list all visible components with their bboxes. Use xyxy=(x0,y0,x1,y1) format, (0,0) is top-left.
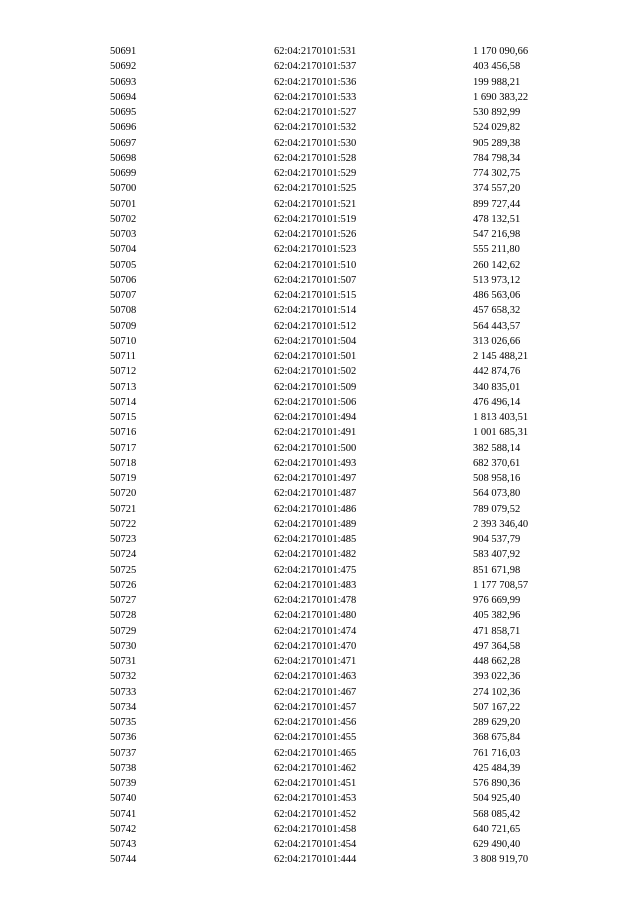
cadastral-value: 403 456,58 xyxy=(473,61,521,73)
row-number: 50737 xyxy=(110,747,137,759)
row-number: 50702 xyxy=(110,213,137,225)
table-row xyxy=(0,197,640,212)
row-number: 50691 xyxy=(110,46,137,57)
cadastral-number: 62:04:2170101:470 xyxy=(274,640,357,652)
cadastral-number: 62:04:2170101:465 xyxy=(274,747,357,759)
table-row xyxy=(0,578,640,593)
row-number: 50743 xyxy=(110,839,137,850)
cadastral-value: 425 484,39 xyxy=(473,762,521,774)
cadastral-number: 62:04:2170101:536 xyxy=(274,76,357,88)
cadastral-number: 62:04:2170101:451 xyxy=(274,778,357,789)
cadastral-value: 289 629,20 xyxy=(473,717,521,728)
cadastral-value: 530 892,99 xyxy=(473,107,521,118)
cadastral-number: 62:04:2170101:500 xyxy=(274,442,357,454)
table-row xyxy=(0,242,640,257)
cadastral-value: 1 813 403,51 xyxy=(473,412,529,423)
cadastral-number: 62:04:2170101:474 xyxy=(274,625,357,637)
cadastral-value: 274 102,36 xyxy=(473,686,521,698)
table-row xyxy=(0,227,640,242)
cadastral-value: 761 716,03 xyxy=(473,747,521,759)
cadastral-value: 629 490,40 xyxy=(473,839,521,850)
cadastral-value: 260 142,62 xyxy=(473,259,521,271)
table-row xyxy=(0,715,640,730)
row-number: 50693 xyxy=(110,76,137,88)
cadastral-number: 62:04:2170101:467 xyxy=(274,686,357,698)
cadastral-number: 62:04:2170101:519 xyxy=(274,213,357,225)
cadastral-number: 62:04:2170101:454 xyxy=(274,839,357,850)
cadastral-value: 576 890,36 xyxy=(473,778,521,789)
cadastral-number: 62:04:2170101:482 xyxy=(274,549,357,561)
cadastral-number: 62:04:2170101:458 xyxy=(274,823,357,835)
cadastral-value: 478 132,51 xyxy=(473,213,521,225)
row-number: 50708 xyxy=(110,305,137,317)
row-number: 50701 xyxy=(110,198,137,210)
cadastral-number: 62:04:2170101:483 xyxy=(274,579,357,591)
cadastral-number: 62:04:2170101:523 xyxy=(274,244,357,256)
cadastral-value: 564 073,80 xyxy=(473,488,521,500)
cadastral-number: 62:04:2170101:532 xyxy=(274,122,357,134)
table-row xyxy=(0,273,640,288)
table-row xyxy=(0,75,640,90)
row-number: 50712 xyxy=(110,366,137,378)
row-number: 50729 xyxy=(110,625,137,637)
cadastral-value: 448 662,28 xyxy=(473,656,521,667)
row-number: 50720 xyxy=(110,488,137,500)
table-row xyxy=(0,380,640,395)
table-row xyxy=(0,654,640,669)
table-row xyxy=(0,456,640,471)
cadastral-number: 62:04:2170101:529 xyxy=(274,168,357,179)
row-number: 50725 xyxy=(110,564,137,576)
cadastral-number: 62:04:2170101:462 xyxy=(274,762,357,774)
cadastral-value: 1 170 090,66 xyxy=(473,46,529,57)
table-row xyxy=(0,59,640,74)
row-number: 50722 xyxy=(110,518,137,530)
table-row xyxy=(0,181,640,196)
row-number: 50705 xyxy=(110,259,137,271)
row-number: 50744 xyxy=(110,854,137,866)
cadastral-number: 62:04:2170101:457 xyxy=(274,701,357,713)
cadastral-value: 497 364,58 xyxy=(473,640,521,652)
row-number: 50713 xyxy=(110,381,137,393)
cadastral-number: 62:04:2170101:506 xyxy=(274,396,357,408)
row-number: 50710 xyxy=(110,335,137,347)
cadastral-number: 62:04:2170101:509 xyxy=(274,381,357,393)
row-number: 50742 xyxy=(110,823,137,835)
cadastral-number: 62:04:2170101:533 xyxy=(274,91,357,103)
row-number: 50739 xyxy=(110,778,137,789)
cadastral-value: 405 382,96 xyxy=(473,610,521,622)
row-number: 50694 xyxy=(110,91,137,103)
cadastral-number: 62:04:2170101:531 xyxy=(274,46,357,57)
cadastral-value: 1 177 708,57 xyxy=(473,579,529,591)
cadastral-number: 62:04:2170101:521 xyxy=(274,198,357,210)
cadastral-value: 3 808 919,70 xyxy=(473,854,529,866)
row-number: 50696 xyxy=(110,122,137,134)
cadastral-value: 340 835,01 xyxy=(473,381,521,393)
row-number: 50719 xyxy=(110,473,137,484)
cadastral-value: 313 026,66 xyxy=(473,335,521,347)
row-number: 50740 xyxy=(110,793,137,805)
table-row xyxy=(0,441,640,456)
row-number: 50727 xyxy=(110,595,137,606)
data-table xyxy=(0,44,640,868)
table-row xyxy=(0,730,640,745)
cadastral-value: 904 537,79 xyxy=(473,534,521,545)
row-number: 50736 xyxy=(110,732,137,744)
cadastral-value: 393 022,36 xyxy=(473,671,521,683)
table-row xyxy=(0,807,640,822)
table-row xyxy=(0,105,640,120)
row-number: 50726 xyxy=(110,579,137,591)
cadastral-number: 62:04:2170101:502 xyxy=(274,366,357,378)
row-number: 50709 xyxy=(110,320,137,332)
cadastral-number: 62:04:2170101:471 xyxy=(274,656,357,667)
cadastral-value: 457 658,32 xyxy=(473,305,521,317)
row-number: 50716 xyxy=(110,427,137,439)
cadastral-number: 62:04:2170101:475 xyxy=(274,564,357,576)
cadastral-number: 62:04:2170101:537 xyxy=(274,61,357,73)
cadastral-value: 851 671,98 xyxy=(473,564,521,576)
table-row xyxy=(0,212,640,227)
cadastral-value: 976 669,99 xyxy=(473,595,521,606)
table-row xyxy=(0,593,640,608)
cadastral-value: 774 302,75 xyxy=(473,168,521,179)
row-number: 50703 xyxy=(110,229,137,240)
cadastral-value: 2 145 488,21 xyxy=(473,351,529,362)
table-row xyxy=(0,288,640,303)
cadastral-value: 564 443,57 xyxy=(473,320,521,332)
table-row xyxy=(0,364,640,379)
cadastral-number: 62:04:2170101:525 xyxy=(274,183,357,195)
cadastral-value: 374 557,20 xyxy=(473,183,521,195)
row-number: 50735 xyxy=(110,717,137,728)
cadastral-value: 471 858,71 xyxy=(473,625,521,637)
table-row xyxy=(0,700,640,715)
table-row xyxy=(0,822,640,837)
row-number: 50700 xyxy=(110,183,137,195)
cadastral-value: 513 973,12 xyxy=(473,274,521,286)
cadastral-number: 62:04:2170101:527 xyxy=(274,107,357,118)
cadastral-number: 62:04:2170101:510 xyxy=(274,259,357,271)
cadastral-number: 62:04:2170101:504 xyxy=(274,335,357,347)
table-row xyxy=(0,425,640,440)
cadastral-value: 1 001 685,31 xyxy=(473,427,529,439)
cadastral-number: 62:04:2170101:452 xyxy=(274,808,357,820)
cadastral-number: 62:04:2170101:497 xyxy=(274,473,357,484)
table-row xyxy=(0,44,640,59)
row-number: 50721 xyxy=(110,503,137,515)
cadastral-number: 62:04:2170101:485 xyxy=(274,534,357,545)
row-number: 50695 xyxy=(110,107,137,118)
table-row xyxy=(0,532,640,547)
row-number: 50738 xyxy=(110,762,137,774)
row-number: 50734 xyxy=(110,701,137,713)
table-row xyxy=(0,776,640,791)
table-row xyxy=(0,319,640,334)
row-number: 50717 xyxy=(110,442,137,454)
cadastral-value: 382 588,14 xyxy=(473,442,521,454)
table-row xyxy=(0,349,640,364)
cadastral-number: 62:04:2170101:463 xyxy=(274,671,357,683)
row-number: 50732 xyxy=(110,671,137,683)
cadastral-value: 682 370,61 xyxy=(473,457,521,469)
cadastral-value: 476 496,14 xyxy=(473,396,521,408)
cadastral-number: 62:04:2170101:489 xyxy=(274,518,357,530)
table-row xyxy=(0,852,640,867)
cadastral-value: 905 289,38 xyxy=(473,137,521,149)
cadastral-number: 62:04:2170101:528 xyxy=(274,152,357,164)
table-row xyxy=(0,547,640,562)
table-row xyxy=(0,669,640,684)
cadastral-value: 568 085,42 xyxy=(473,808,521,820)
table-row xyxy=(0,410,640,425)
table-row xyxy=(0,258,640,273)
table-row xyxy=(0,136,640,151)
cadastral-number: 62:04:2170101:514 xyxy=(274,305,357,317)
cadastral-number: 62:04:2170101:480 xyxy=(274,610,357,622)
cadastral-value: 547 216,98 xyxy=(473,229,521,240)
cadastral-number: 62:04:2170101:530 xyxy=(274,137,357,149)
cadastral-number: 62:04:2170101:444 xyxy=(274,854,357,866)
table-row xyxy=(0,608,640,623)
cadastral-value: 368 675,84 xyxy=(473,732,521,744)
cadastral-value: 524 029,82 xyxy=(473,122,521,134)
table-row xyxy=(0,639,640,654)
table-row xyxy=(0,685,640,700)
row-number: 50733 xyxy=(110,686,137,698)
table-row xyxy=(0,486,640,501)
row-number: 50715 xyxy=(110,412,137,423)
row-number: 50723 xyxy=(110,534,137,545)
table-row xyxy=(0,502,640,517)
cadastral-number: 62:04:2170101:501 xyxy=(274,351,357,362)
table-row xyxy=(0,334,640,349)
cadastral-number: 62:04:2170101:507 xyxy=(274,274,357,286)
row-number: 50730 xyxy=(110,640,137,652)
table-row xyxy=(0,517,640,532)
cadastral-number: 62:04:2170101:491 xyxy=(274,427,357,439)
table-row xyxy=(0,471,640,486)
table-row xyxy=(0,837,640,852)
cadastral-number: 62:04:2170101:512 xyxy=(274,320,357,332)
row-number: 50741 xyxy=(110,808,137,820)
row-number: 50718 xyxy=(110,457,137,469)
cadastral-value: 486 563,06 xyxy=(473,290,521,301)
row-number: 50728 xyxy=(110,610,137,622)
table-row xyxy=(0,166,640,181)
table-row xyxy=(0,791,640,806)
row-number: 50704 xyxy=(110,244,137,256)
row-number: 50714 xyxy=(110,396,137,408)
cadastral-value: 1 690 383,22 xyxy=(473,91,529,103)
table-row xyxy=(0,563,640,578)
table-row xyxy=(0,761,640,776)
row-number: 50711 xyxy=(110,351,136,362)
table-row xyxy=(0,90,640,105)
cadastral-value: 507 167,22 xyxy=(473,701,521,713)
table-row xyxy=(0,395,640,410)
cadastral-value: 789 079,52 xyxy=(473,503,521,515)
cadastral-number: 62:04:2170101:453 xyxy=(274,793,357,805)
cadastral-number: 62:04:2170101:487 xyxy=(274,488,357,500)
row-number: 50698 xyxy=(110,152,137,164)
cadastral-value: 442 874,76 xyxy=(473,366,521,378)
cadastral-value: 555 211,80 xyxy=(473,244,520,256)
cadastral-number: 62:04:2170101:493 xyxy=(274,457,357,469)
row-number: 50724 xyxy=(110,549,137,561)
row-number: 50706 xyxy=(110,274,137,286)
table-row xyxy=(0,303,640,318)
cadastral-value: 899 727,44 xyxy=(473,198,521,210)
cadastral-value: 583 407,92 xyxy=(473,549,521,561)
table-row xyxy=(0,120,640,135)
cadastral-value: 504 925,40 xyxy=(473,793,521,805)
table-row xyxy=(0,746,640,761)
row-number: 50692 xyxy=(110,61,137,73)
cadastral-number: 62:04:2170101:515 xyxy=(274,290,357,301)
cadastral-value: 784 798,34 xyxy=(473,152,521,164)
row-number: 50707 xyxy=(110,290,137,301)
row-number: 50699 xyxy=(110,168,137,179)
cadastral-value: 508 958,16 xyxy=(473,473,521,484)
table-row xyxy=(0,151,640,166)
cadastral-value: 640 721,65 xyxy=(473,823,521,835)
table-row xyxy=(0,624,640,639)
cadastral-value: 2 393 346,40 xyxy=(473,518,529,530)
cadastral-value: 199 988,21 xyxy=(473,76,521,88)
cadastral-number: 62:04:2170101:494 xyxy=(274,412,357,423)
cadastral-number: 62:04:2170101:526 xyxy=(274,229,357,240)
cadastral-number: 62:04:2170101:456 xyxy=(274,717,357,728)
row-number: 50697 xyxy=(110,137,137,149)
cadastral-number: 62:04:2170101:455 xyxy=(274,732,357,744)
cadastral-number: 62:04:2170101:486 xyxy=(274,503,357,515)
row-number: 50731 xyxy=(110,656,137,667)
cadastral-number: 62:04:2170101:478 xyxy=(274,595,357,606)
